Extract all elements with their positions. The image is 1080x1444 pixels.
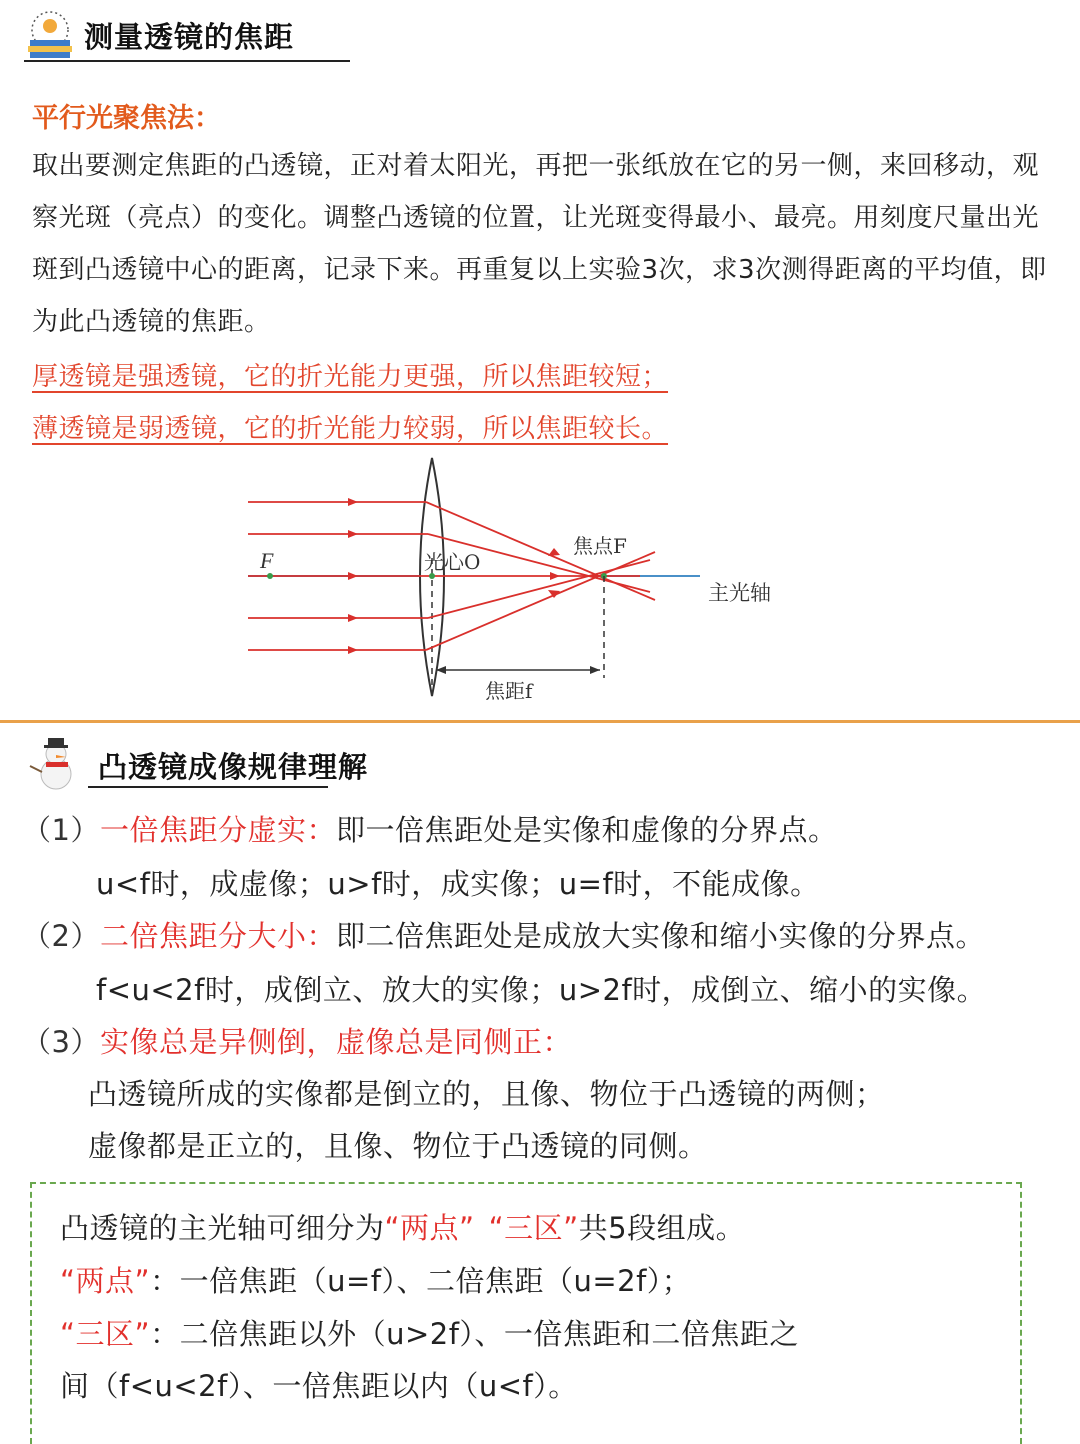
method-paragraph: 取出要测定焦距的凸透镜，正对着太阳光，再把一张纸放在它的另一侧，来回移动，观察光斑（亮点）的变化。调整凸透镜的位置，让光斑变得最小、最亮。用刻度尺量出光斑到凸透镜中心的距离，记录下来。再重复以上实验3次，求3次测得距离的平均值，即为此凸透镜的焦距。 [32,151,1047,337]
rule-3-detail-1: 凸透镜所成的实像都是倒立的，且像、物位于凸透镜的两侧； [88,1077,885,1111]
box-line-1-intro: 凸透镜的主光轴可细分为 [60,1211,385,1245]
principal-axis-label: 主光轴 [708,581,771,605]
rule-2-number: （2） [22,919,100,953]
two-points-label: “两点” [60,1264,151,1298]
section1-title: 测量透镜的焦距 [84,20,295,54]
rule-3-highlight: 实像总是异侧倒，虚像总是同侧正： [99,1025,572,1059]
three-zones-label: “三区” [60,1317,151,1351]
section1-heading [24,10,294,60]
rule-1 [22,808,837,849]
snowman-icon [26,734,88,790]
thick-lens-note: 厚透镜是强透镜，它的折光能力更强，所以焦距较短； [32,362,669,392]
rule-2-detail: f<u<2f时，成倒立、放大的实像；u>2f时，成倒立、缩小的实像。 [96,973,987,1007]
box-line-1 [60,1206,745,1247]
box-line-3 [60,1312,799,1353]
two-points-term: “两点” [384,1211,475,1245]
focal-length-label: 焦距f [485,679,533,703]
rule-1-number: （1） [22,813,100,847]
section2-title: 凸透镜成像规律理解 [98,750,369,784]
rule-3-detail-2: 虚像都是正立的，且像、物位于凸透镜的同侧。 [88,1129,708,1163]
three-zones-text: ：二倍焦距以外（u>2f）、一倍焦距和二倍焦距之 [150,1317,799,1351]
rule-2-text: 即二倍焦距处是成放大实像和缩小实像的分界点。 [335,919,985,953]
left-focus-point [267,573,273,579]
method-subtitle: 平行光聚焦法： [32,103,221,134]
focal-arrow-right [590,666,600,674]
convex-lens-diagram [230,452,810,710]
focus-label: 焦点F [573,534,627,558]
rule-1-text: 即一倍焦距处是实像和虚像的分界点。 [335,813,838,847]
rule-2-highlight: 二倍焦距分大小： [99,919,336,953]
rule-2 [22,914,985,955]
left-focus-label: F [260,548,274,573]
section2-heading [26,734,368,790]
rule-3 [22,1020,572,1061]
thin-lens-note: 薄透镜是弱透镜，它的折光能力较弱，所以焦距较长。 [32,414,669,444]
section-divider [0,720,1080,723]
section1-title-underline [24,60,350,62]
three-zones-term: “三区” [488,1211,579,1245]
optical-centre-label: 光心O [424,550,481,574]
rule-3-number: （3） [22,1025,100,1059]
books-icon [24,10,76,60]
box-line-2 [60,1259,691,1300]
box-line-1-end: 共5段组成。 [578,1211,746,1245]
two-points-text: ：一倍焦距（u=f）、二倍焦距（u=2f）； [150,1264,692,1298]
rule-1-detail: u<f时，成虚像；u>f时，成实像；u=f时，不能成像。 [96,867,820,901]
section2-title-underline [88,786,328,788]
incoming-rays [248,502,655,650]
rule-1-highlight: 一倍焦距分虚实： [99,813,336,847]
box-line-4: 间（f<u<2f）、一倍焦距以内（u<f）。 [60,1369,578,1403]
